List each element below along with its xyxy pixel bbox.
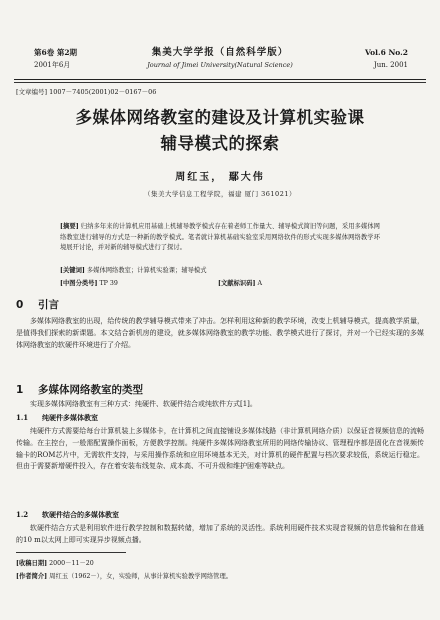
header-date-en: Jun. 2001 bbox=[373, 61, 408, 69]
abstract-text: 归纳多年来的计算机应用基础上机辅导教学模式存在着老师工作量大、辅导模式简旧等问题，采用多媒体网络教室进行辅导的方式是一种新的教学模式。笔者就计算机基础实验室采用网络软件的形式实现多媒体网络教学环境展开讨论，并对新的辅导模式进行了探讨。 bbox=[60, 223, 380, 251]
keywords-text: 多媒体网络教室；计算机实验课；辅导模式 bbox=[84, 267, 207, 274]
article-title bbox=[0, 105, 440, 157]
classification-label: [中图分类号] bbox=[60, 280, 98, 287]
doc-code-label: [文献标识码] bbox=[218, 280, 256, 287]
author-bio-text: 周红玉（1962－），女，实验师，从事计算机实验教学网络管理。 bbox=[47, 573, 233, 580]
abstract-label: [摘要] bbox=[60, 223, 79, 230]
subsection-title: 软硬件结合的多媒体教室 bbox=[42, 510, 119, 519]
footnote-received bbox=[16, 558, 424, 567]
header-vol-no: Vol.6 No.2 bbox=[365, 48, 408, 57]
header-journal-cn: 集美大学学报（自然科学版） bbox=[151, 47, 289, 58]
abstract-block bbox=[60, 222, 380, 254]
received-date: 2000－11－20 bbox=[47, 560, 94, 567]
section-title: 引言 bbox=[38, 299, 59, 311]
author-bio-label: [作者简介] bbox=[16, 573, 48, 580]
header-volume-issue: 第6卷 第2期 bbox=[34, 48, 78, 57]
classification-text: TP 39 bbox=[97, 280, 118, 287]
subsection-heading-hardware bbox=[16, 413, 98, 423]
header-rule-thick bbox=[14, 79, 426, 80]
header-journal-en: Journal of Jimei University(Natural Science) bbox=[147, 61, 293, 69]
header-volume-en bbox=[365, 47, 408, 71]
article-authors: 周红玉， 鄢大伟 bbox=[175, 172, 265, 183]
doc-code-text: A bbox=[255, 280, 263, 287]
subsection-heading-hybrid bbox=[16, 510, 119, 520]
author-affiliation: （集美大学信息工程学院，福建 厦门 361021） bbox=[144, 190, 296, 198]
section-title: 多媒体网络教室的类型 bbox=[38, 384, 143, 396]
section-heading-intro bbox=[16, 297, 59, 312]
article-title-line2: 辅导模式的探索 bbox=[160, 134, 280, 153]
subsection-title: 纯硬件多媒体教室 bbox=[42, 413, 98, 422]
classification-line bbox=[60, 278, 118, 287]
section-heading-types bbox=[16, 382, 143, 397]
header-rule-thin bbox=[14, 82, 426, 83]
header-date-cn: 2001年6月 bbox=[34, 61, 71, 69]
article-doc-number: [文章编号] 1007－7405(2001)02－0167－06 bbox=[16, 88, 157, 96]
article-title-line1: 多媒体网络教室的建设及计算机实验课 bbox=[75, 108, 365, 127]
footnote-author-bio bbox=[16, 571, 424, 580]
received-label: [收稿日期] bbox=[16, 560, 48, 567]
doc-code-line bbox=[218, 278, 262, 287]
keywords-label: [关键词] bbox=[60, 267, 85, 274]
hybrid-paragraph: 软硬件结合方式是利用软件进行教学控制和数据转储，增加了系统的灵活性。系统利用硬件技术实现音视频的信息传输和在普通的10 m以太网上即可实现异步视频点播。 bbox=[16, 524, 424, 544]
subsection-number: 1.2 bbox=[16, 510, 29, 519]
section-number: 0 bbox=[16, 299, 24, 311]
subsection-number: 1.1 bbox=[16, 413, 29, 422]
running-header bbox=[14, 47, 426, 81]
intro-paragraph: 多媒体网络教室的出现，给传统的教学辅导模式带来了冲击。怎样利用这种新的教学环境，改变上机辅导模式，提高教学质量，是值得我们探索的新课题。本文结合新机房的建设，就多媒体网络教室的教学功能、教学模式进行了探讨，并对一个已经实现的多媒体网络教室的软硬件环境进行了介绍。 bbox=[16, 317, 424, 349]
section-number: 1 bbox=[16, 384, 24, 396]
types-paragraph: 实现多媒体网络教室有三种方式：纯硬件、软硬件结合或纯软件方式[1]。 bbox=[30, 400, 257, 408]
hardware-paragraph: 纯硬件方式需要给每台计算机装上多媒体卡，在计算机之间直接铺设多媒体线路（非计算机网络介质）以保证音视频信息的流畅传输。在主控台，一般需配置操作面板，方便教学控制。纯硬件多媒体网络教室所用的网络传输协议、管理程序都是固化在音视频传输卡的ROM芯片中，无需软件支持，与采用操作系统和应用环境基本无关，对计算机的硬件配置与档次要求较低，系统运行稳定。但由于需要新增硬件投入，存在着安装布线复杂、成本高、不可升级和维护困难等缺点。 bbox=[16, 427, 424, 471]
keywords-line bbox=[60, 265, 380, 274]
footnote-rule bbox=[16, 552, 126, 553]
